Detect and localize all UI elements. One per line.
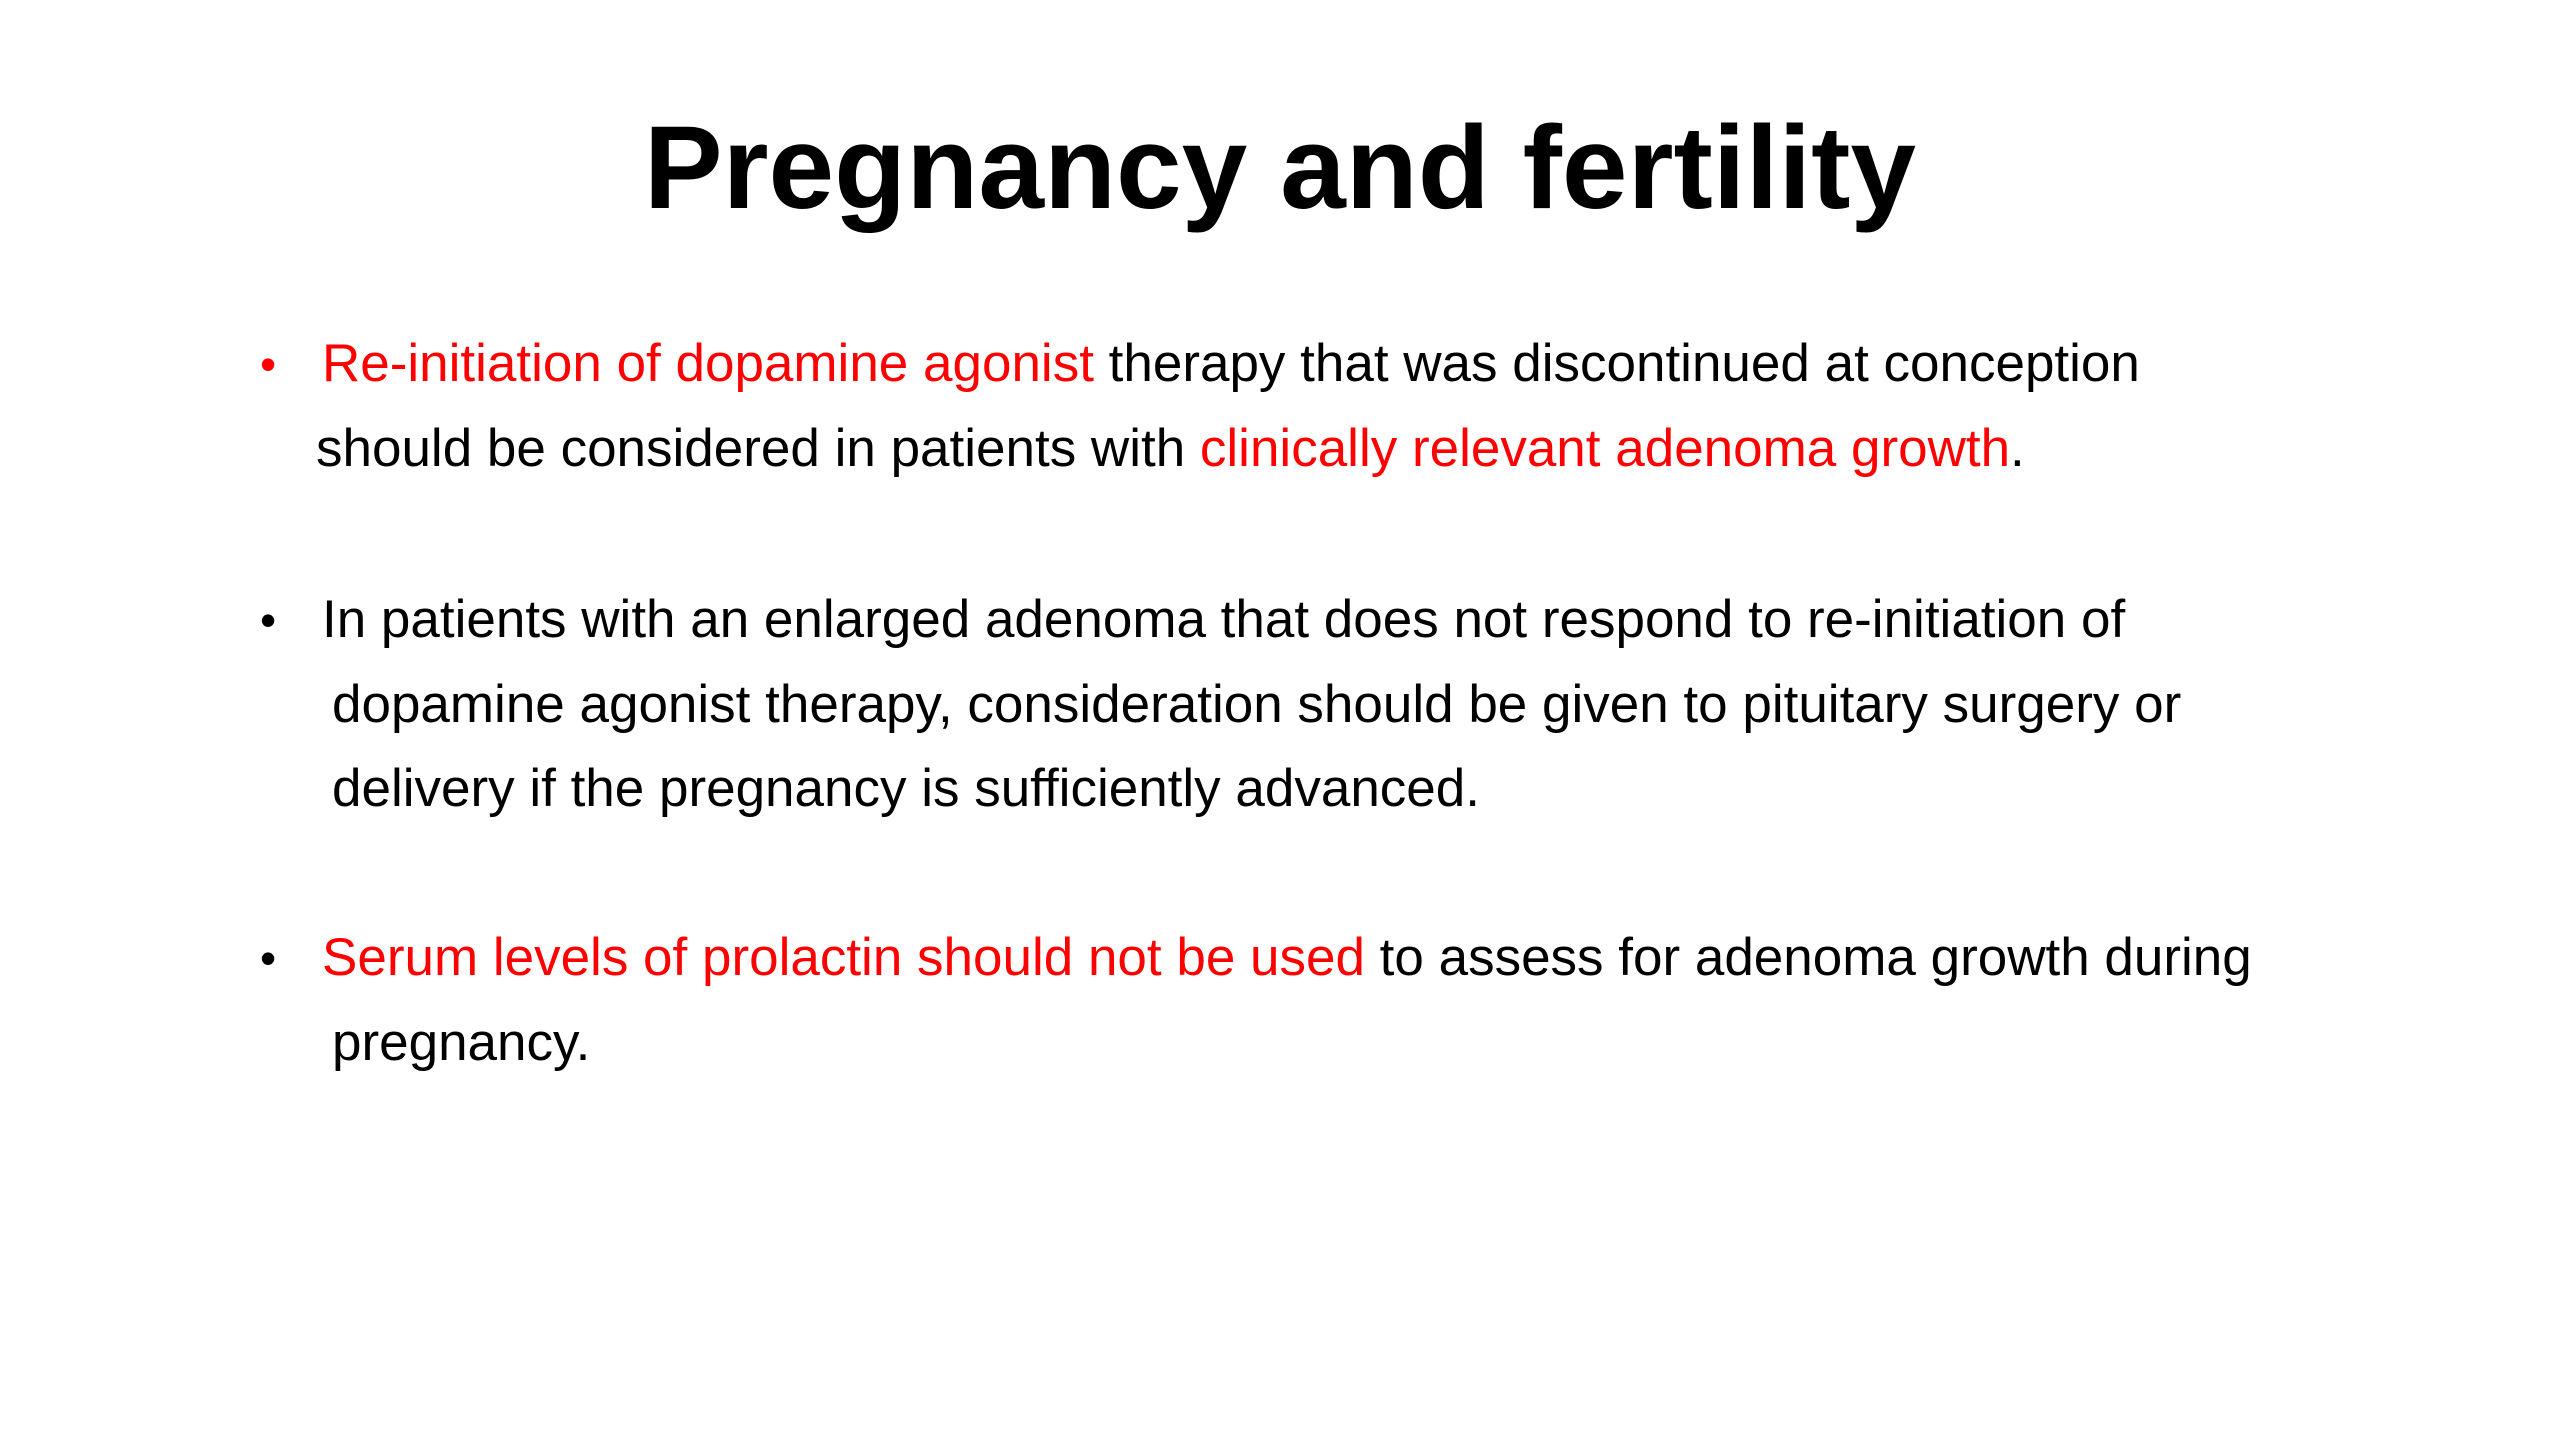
body-text: delivery if the pregnancy is sufficiently advanced. xyxy=(332,759,1480,818)
bullet-text xyxy=(260,578,2440,832)
bullet-marker: • xyxy=(260,594,277,646)
highlight-text: Re-initiation of dopamine agonist xyxy=(322,334,1094,393)
body-text: In patients with an enlarged adenoma that does not respond to re-initiation of xyxy=(322,590,2126,649)
highlight-text: Serum levels of prolactin should not be used xyxy=(322,928,1365,987)
bullet-item-1 xyxy=(260,322,2440,491)
bullet-text-line xyxy=(316,407,2440,492)
bullet-item-3 xyxy=(260,916,2440,1085)
bullet-marker: • xyxy=(260,338,277,390)
bullet-marker: • xyxy=(260,932,277,984)
body-text: pregnancy. xyxy=(332,1012,591,1072)
bullet-text xyxy=(260,322,2440,491)
body-text: to assess for adenoma growth during xyxy=(1364,928,2252,987)
highlight-text: clinically relevant adenoma growth xyxy=(1199,418,2011,478)
body-text: . xyxy=(2010,418,2025,478)
bullet-item-2 xyxy=(260,578,2440,832)
body-text: therapy that was discontinued at conception xyxy=(1093,334,2140,393)
body-text: should be considered in patients with xyxy=(316,418,1200,478)
bullet-text xyxy=(260,916,2440,1085)
slide-title: Pregnancy and fertility xyxy=(643,102,1917,234)
body-text: dopamine agonist therapy, consideration should be given to pituitary surgery or xyxy=(332,674,2182,734)
